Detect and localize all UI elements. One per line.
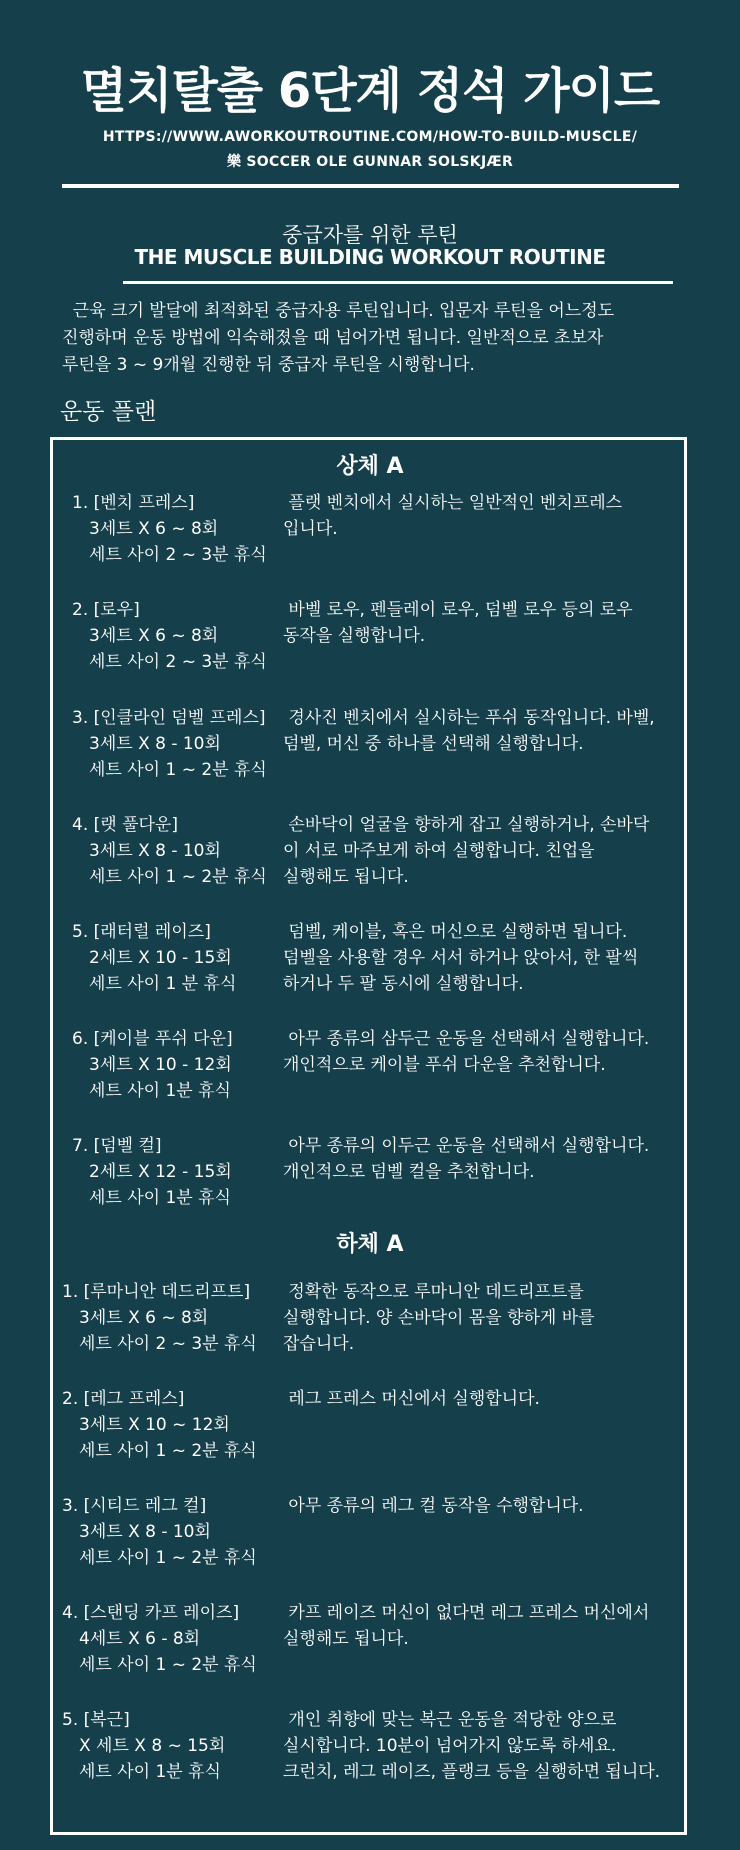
exercise-sets: 3세트 X 8 - 10회	[89, 841, 221, 861]
exercise-rest: 세트 사이 2 ~ 3분 휴식	[89, 545, 267, 565]
desc-line: 덤벨, 케이블, 혹은 머신으로 실행하면 됩니다.	[283, 922, 628, 942]
exercise-name: 6. [케이블 푸쉬 다운]	[72, 1029, 233, 1049]
routine-subtitle-en: THE MUSCLE BUILDING WORKOUT ROUTINE	[134, 245, 606, 269]
exercise-sets: 3세트 X 10 - 12회	[89, 1055, 232, 1075]
desc-line: 크런치, 레그 레이즈, 플랭크 등을 실행하면 됩니다.	[283, 1762, 661, 1782]
lower-exercise-desc	[283, 1493, 673, 1519]
intro-line: 근육 크기 발달에 최적화된 중급자용 루틴입니다. 입문자 루틴을 어느정도	[62, 301, 615, 321]
exercise-name: 1. [루마니안 데드리프트]	[62, 1282, 251, 1302]
exercise-sets: 3세트 X 8 - 10회	[89, 734, 221, 754]
exercise-sets: 3세트 X 6 ~ 8회	[79, 1308, 209, 1328]
upper-exercise-desc	[283, 1026, 673, 1078]
routine-subtitle-kr: 중급자를 위한 루틴	[282, 223, 458, 247]
lower-exercise-desc	[283, 1279, 673, 1357]
exercise-sets: 4세트 X 6 - 8회	[79, 1629, 201, 1649]
desc-line: 손바닥이 얼굴을 향하게 잡고 실행하거나, 손바닥	[283, 815, 650, 835]
desc-line: 정확한 동작으로 루마니안 데드리프트를	[283, 1282, 584, 1302]
intro-paragraph	[62, 298, 662, 379]
exercise-rest: 세트 사이 1 ~ 2분 휴식	[79, 1655, 257, 1675]
exercise-sets: 3세트 X 6 ~ 8회	[89, 519, 219, 539]
lower-section-title: 하체 A	[336, 1232, 404, 1257]
source-url: HTTPS://WWW.AWORKOUTROUTINE.COM/HOW-TO-BUILD-MUSCLE/	[102, 129, 638, 145]
exercise-sets: 3세트 X 10 ~ 12회	[79, 1415, 230, 1435]
exercise-name: 4. [랫 풀다운]	[72, 815, 178, 835]
upper-exercise-desc	[283, 705, 673, 757]
exercise-sets: X 세트 X 8 ~ 15회	[79, 1736, 226, 1756]
source-credit: 樂 SOCCER OLE GUNNAR SOLSKJÆR	[226, 154, 514, 170]
lower-exercise	[62, 1493, 257, 1571]
desc-line: 바벨 로우, 펜들레이 로우, 덤벨 로우 등의 로우	[283, 600, 633, 620]
upper-exercise-desc	[283, 597, 673, 649]
exercise-name: 7. [덤벨 컬]	[72, 1136, 162, 1156]
lower-exercise-desc	[283, 1600, 673, 1652]
exercise-sets: 2세트 X 10 - 15회	[89, 948, 232, 968]
exercise-rest: 세트 사이 1분 휴식	[89, 1081, 231, 1101]
desc-line: 실행해도 됩니다.	[283, 867, 409, 887]
desc-line: 입니다.	[283, 519, 338, 539]
desc-line: 레그 프레스 머신에서 실행합니다.	[283, 1389, 540, 1409]
desc-line: 실행합니다. 양 손바닥이 몸을 향하게 바를	[283, 1308, 595, 1328]
upper-exercise-desc	[283, 919, 673, 997]
desc-line: 덤벨, 머신 중 하나를 선택해 실행합니다.	[283, 734, 584, 754]
exercise-sets: 3세트 X 8 - 10회	[79, 1522, 211, 1542]
exercise-rest: 세트 사이 1 ~ 2분 휴식	[79, 1548, 257, 1568]
desc-line: 개인적으로 덤벨 컬을 추천합니다.	[283, 1162, 535, 1182]
upper-exercise	[72, 812, 267, 890]
upper-exercise-desc	[283, 490, 673, 542]
exercise-name: 5. [복근]	[62, 1710, 130, 1730]
exercise-sets: 2세트 X 12 - 15회	[89, 1162, 232, 1182]
desc-line: 경사진 벤치에서 실시하는 푸쉬 동작입니다. 바벨,	[283, 708, 655, 728]
desc-line: 이 서로 마주보게 하여 실행합니다. 친업을	[283, 841, 595, 861]
upper-exercise-desc	[283, 812, 673, 890]
exercise-rest: 세트 사이 1 ~ 2분 휴식	[89, 867, 267, 887]
exercise-sets: 3세트 X 6 ~ 8회	[89, 626, 219, 646]
desc-line: 동작을 실행합니다.	[283, 626, 426, 646]
intro-line: 루틴을 3 ~ 9개월 진행한 뒤 중급자 루틴을 시행합니다.	[62, 355, 475, 375]
exercise-name: 4. [스탠딩 카프 레이즈]	[62, 1603, 240, 1623]
lower-exercise-desc	[283, 1386, 673, 1412]
page-title: 멸치탈출 6단계 정석 가이드	[80, 63, 660, 119]
desc-line: 개인 취향에 맞는 복근 운동을 적당한 양으로	[283, 1710, 617, 1730]
exercise-rest: 세트 사이 1 분 휴식	[89, 974, 237, 994]
divider-subtitle	[123, 281, 673, 284]
upper-exercise	[72, 919, 236, 997]
desc-line: 플랫 벤치에서 실시하는 일반적인 벤치프레스	[283, 493, 623, 513]
lower-exercise	[62, 1386, 257, 1464]
desc-line: 실행해도 됩니다.	[283, 1629, 409, 1649]
exercise-name: 3. [시티드 레그 컬]	[62, 1496, 207, 1516]
exercise-rest: 세트 사이 2 ~ 3분 휴식	[89, 652, 267, 672]
upper-exercise	[72, 1026, 233, 1104]
desc-line: 하거나 두 팔 동시에 실행합니다.	[283, 974, 524, 994]
upper-exercise	[72, 705, 267, 783]
upper-exercise	[72, 490, 267, 568]
upper-exercise	[72, 597, 267, 675]
desc-line: 개인적으로 케이블 푸쉬 다운을 추천합니다.	[283, 1055, 606, 1075]
desc-line: 아무 종류의 삼두근 운동을 선택해서 실행합니다.	[283, 1029, 650, 1049]
desc-line: 덤벨을 사용할 경우 서서 하거나 앉아서, 한 팔씩	[283, 948, 639, 968]
desc-line: 카프 레이즈 머신이 없다면 레그 프레스 머신에서	[283, 1603, 650, 1623]
lower-exercise	[62, 1279, 257, 1357]
exercise-rest: 세트 사이 1분 휴식	[79, 1762, 221, 1782]
upper-exercise	[72, 1133, 232, 1211]
desc-line: 잡습니다.	[283, 1334, 355, 1354]
lower-exercise	[62, 1707, 225, 1785]
exercise-name: 1. [벤치 프레스]	[72, 493, 195, 513]
desc-line: 아무 종류의 레그 컬 동작을 수행합니다.	[283, 1496, 584, 1516]
desc-line: 아무 종류의 이두근 운동을 선택해서 실행합니다.	[283, 1136, 650, 1156]
exercise-rest: 세트 사이 2 ~ 3분 휴식	[79, 1334, 257, 1354]
divider-top	[62, 184, 679, 188]
exercise-rest: 세트 사이 1 ~ 2분 휴식	[89, 760, 267, 780]
exercise-name: 2. [로우]	[72, 600, 140, 620]
desc-line: 실시합니다. 10분이 넘어가지 않도록 하세요.	[283, 1736, 617, 1756]
exercise-name: 5. [래터럴 레이즈]	[72, 922, 211, 942]
exercise-name: 3. [인클라인 덤벨 프레스]	[72, 708, 266, 728]
exercise-name: 2. [레그 프레스]	[62, 1389, 185, 1409]
upper-exercise-desc	[283, 1133, 673, 1185]
plan-heading: 운동 플랜	[60, 399, 157, 425]
lower-exercise-desc	[283, 1707, 673, 1785]
intro-line: 진행하며 운동 방법에 익숙해졌을 때 넘어가면 됩니다. 일반적으로 초보자	[62, 328, 604, 348]
exercise-rest: 세트 사이 1분 휴식	[89, 1188, 231, 1208]
upper-section-title: 상체 A	[336, 454, 404, 479]
exercise-rest: 세트 사이 1 ~ 2분 휴식	[79, 1441, 257, 1461]
lower-exercise	[62, 1600, 257, 1678]
